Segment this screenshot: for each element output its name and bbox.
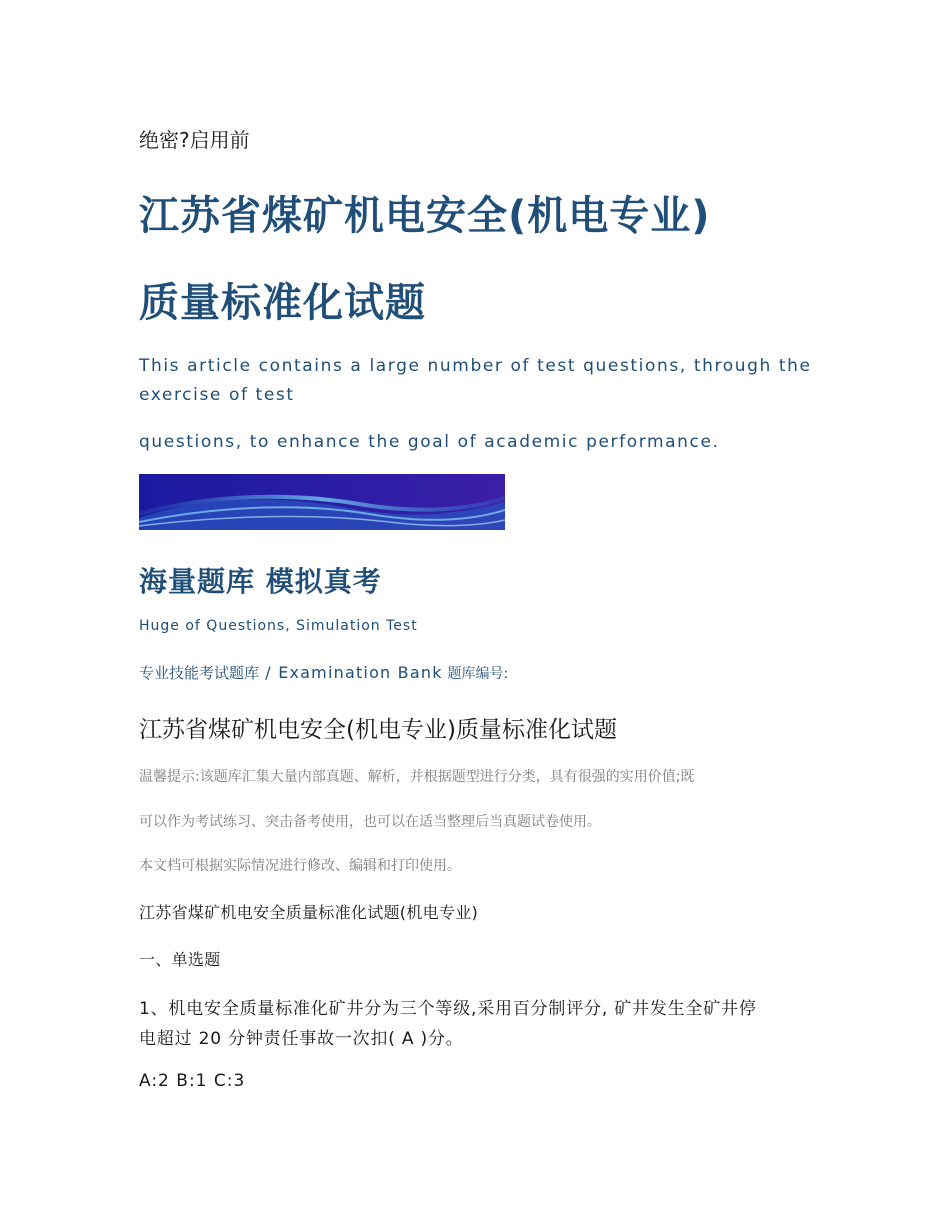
english-intro-line-2: questions, to enhance the goal of academic performance. xyxy=(139,432,720,452)
question-1-line-2: 电超过 20 分钟责任事故一次扣( A )分。 xyxy=(139,1029,464,1049)
exam-bank-separator: / xyxy=(259,663,279,682)
question-1-options: A:2 B:1 C:3 xyxy=(139,1071,246,1091)
exam-bank-en-label: Examination Bank xyxy=(278,663,443,682)
question-type-heading: 一、单选题 xyxy=(139,950,221,969)
document-subtitle: 江苏省煤矿机电安全(机电专业)质量标准化试题 xyxy=(139,717,617,743)
exam-bank-cn-label: 专业技能考试题库 xyxy=(139,664,260,682)
section-heading: 江苏省煤矿机电安全质量标准化试题(机电专业) xyxy=(139,903,479,922)
page-title-line-2: 质量标准化试题 xyxy=(139,280,426,326)
question-1-line-1: 1、机电安全质量标准化矿井分为三个等级,采用百分制评分, 矿井发生全矿井停 xyxy=(139,999,757,1019)
tip-line-2: 可以作为考试练习、突击备考使用，也可以在适当整理后当真题试卷使用。 xyxy=(139,814,601,830)
slogan-english: Huge of Questions, Simulation Test xyxy=(139,618,418,634)
secret-label: 绝密?启用前 xyxy=(139,128,250,152)
exam-bank-line xyxy=(139,662,508,683)
exam-bank-number-label: 题库编号: xyxy=(447,666,509,682)
slogan-chinese: 海量题库 模拟真考 xyxy=(139,565,382,598)
decorative-wave-banner xyxy=(139,474,505,530)
page-title-line-1: 江苏省煤矿机电安全(机电专业) xyxy=(139,193,711,239)
tip-line-3: 本文档可根据实际情况进行修改、编辑和打印使用。 xyxy=(139,858,461,874)
english-intro-line-1: This article contains a large number of test questions, through the exercise of test xyxy=(139,356,812,405)
tip-line-1: 温馨提示:该题库汇集大量内部真题、解析，并根据题型进行分类，具有很强的实用价值;既 xyxy=(139,769,695,785)
